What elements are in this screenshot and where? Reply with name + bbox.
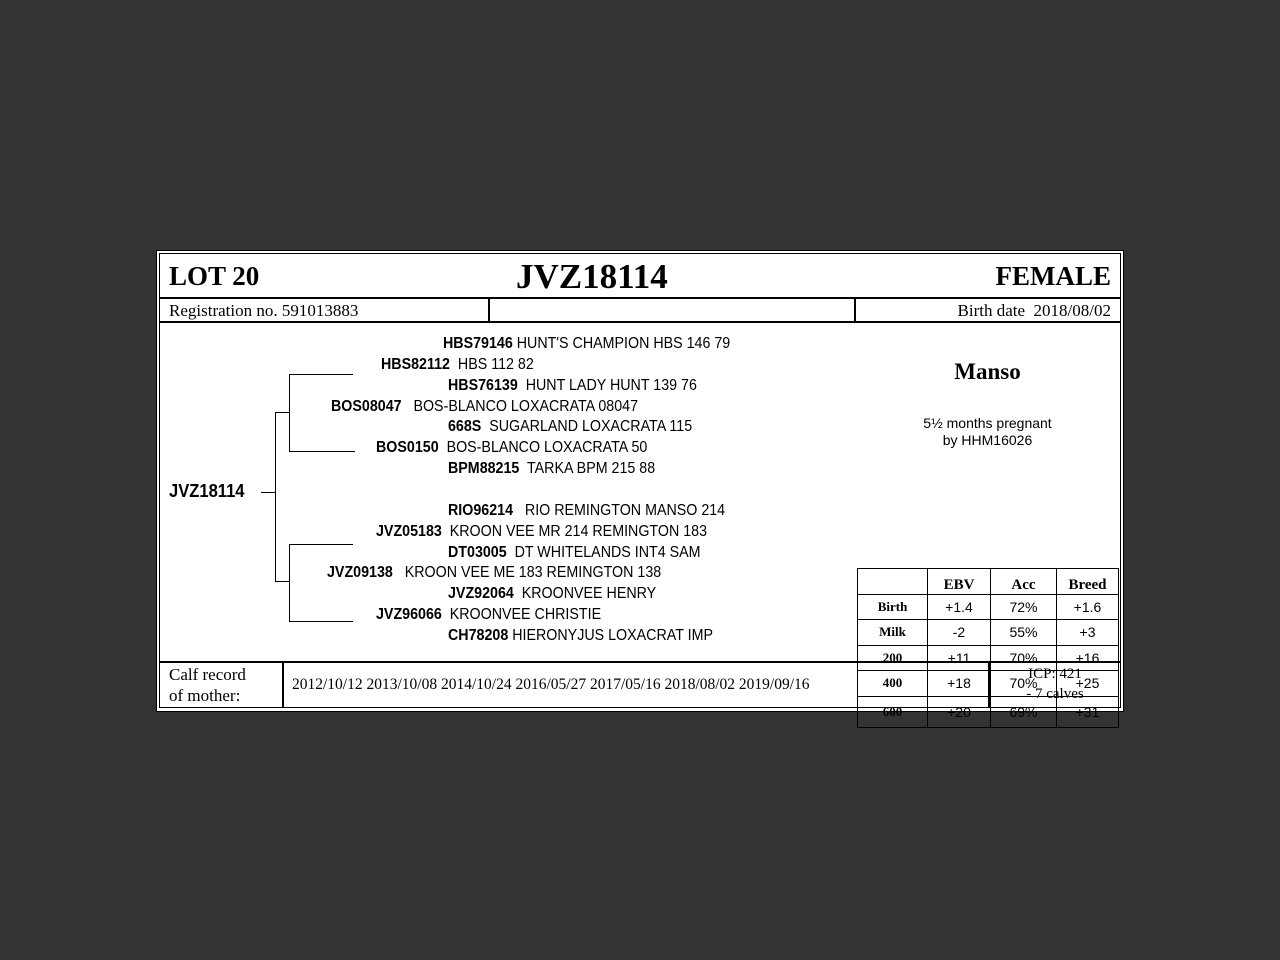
ebv-breed-average: +25 — [1057, 671, 1119, 697]
calf-record-label-line2: of mother: — [169, 686, 241, 705]
ebv-value: +18 — [928, 671, 991, 697]
ebv-header-row — [858, 569, 1119, 595]
icp-box — [989, 662, 1121, 708]
pregnancy-status: 5½ months pregnant — [923, 415, 1052, 431]
calf-record-label-box — [159, 662, 283, 708]
ebv-header-ebv: EBV — [928, 569, 991, 595]
ebv-trait: 400 — [858, 671, 928, 697]
ebv-value: +20 — [928, 696, 991, 727]
lot-card — [156, 250, 1124, 720]
lot-number: LOT 20 — [169, 261, 260, 291]
calves-count: - 7 calves — [1026, 686, 1084, 702]
tree-vertical-main — [275, 412, 276, 582]
calf-record-dates: 2012/10/12 2013/10/08 2014/10/24 2016/05/27 2017/05/16 2018/08/02 2019/09/16 — [292, 676, 810, 693]
calf-record-label-line1: Calf record — [169, 665, 246, 684]
registration-text — [169, 301, 358, 321]
sire-branch-vertical — [289, 374, 290, 452]
pedigree-sire-dam-sire: 668S SUGARLAND LOXACRATA 115 — [448, 418, 693, 435]
dam-sire-connector — [289, 544, 353, 545]
ebv-value: +11 — [928, 645, 991, 671]
ebv-accuracy: 70% — [991, 645, 1057, 671]
dam-connector — [275, 581, 289, 582]
ebv-breed-average: +1.6 — [1057, 594, 1119, 620]
sire-connector — [275, 412, 289, 413]
pedigree-sire-dam-dam: BPM88215 TARKA BPM 215 88 — [448, 460, 656, 477]
ebv-row — [858, 594, 1119, 620]
dam-branch-vertical — [289, 544, 290, 622]
birth-date-value: 2018/08/02 — [1033, 301, 1111, 320]
pregnancy-sire: by HHM16026 — [942, 432, 1033, 448]
ebv-header-acc: Acc — [991, 569, 1057, 595]
info-middle-box — [489, 298, 855, 322]
ebv-breed-average: +3 — [1057, 620, 1119, 646]
registration-number: 591013883 — [281, 301, 359, 320]
ebv-accuracy: 69% — [991, 696, 1057, 727]
ebv-header-blank — [858, 569, 928, 595]
calf-record-dates-box — [283, 662, 989, 708]
ebv-trait: Birth — [858, 594, 928, 620]
pedigree-dam-sire-sire: RIO96214 RIO REMINGTON MANSO 214 — [448, 502, 726, 519]
ebv-accuracy: 55% — [991, 620, 1057, 646]
dam-dam-connector — [289, 621, 353, 622]
registration-label: Registration no. — [169, 301, 278, 320]
pedigree-dam-sire: JVZ05183 KROON VEE MR 214 REMINGTON 183 — [376, 523, 708, 540]
birth-date-box — [855, 298, 1121, 322]
ebv-accuracy: 72% — [991, 594, 1057, 620]
sire-of-pregnancy-name: Manso — [954, 359, 1021, 384]
ebv-breed-average: +16 — [1057, 645, 1119, 671]
ebv-value: +1.4 — [928, 594, 991, 620]
ebv-header-breed: Breed — [1057, 569, 1119, 595]
pedigree-dam-dam-sire: JVZ92064 KROONVEE HENRY — [448, 585, 657, 602]
pedigree-sire-sire: HBS82112 HBS 112 82 — [381, 356, 534, 373]
registration-box — [159, 298, 489, 322]
ebv-breed-average: +31 — [1057, 696, 1119, 727]
ebv-value: -2 — [928, 620, 991, 646]
birth-date-text — [958, 301, 1111, 321]
pedigree-dam-dam-dam: CH78208 HIERONYJUS LOXACRAT IMP — [448, 627, 713, 644]
ebv-trait: 200 — [858, 645, 928, 671]
ebv-row — [858, 620, 1119, 646]
sire-dam-connector — [289, 451, 355, 452]
ebv-trait: 600 — [858, 696, 928, 727]
pedigree-dam: JVZ09138 KROON VEE ME 183 REMINGTON 138 — [327, 564, 662, 581]
sex-label: FEMALE — [995, 261, 1111, 291]
pedigree-sire: BOS08047 BOS-BLANCO LOXACRATA 08047 — [331, 398, 639, 415]
sire-sire-connector — [289, 374, 353, 375]
birth-date-label: Birth date — [957, 301, 1026, 320]
ebv-accuracy: 70% — [991, 671, 1057, 697]
pedigree-subject: JVZ18114 — [169, 481, 245, 501]
pedigree-sire-sire-dam: HBS76139 HUNT LADY HUNT 139 76 — [448, 377, 697, 394]
pedigree-sire-sire-sire: HBS79146 HUNT'S CHAMPION HBS 146 79 — [443, 335, 731, 352]
pedigree-sire-dam: BOS0150 BOS-BLANCO LOXACRATA 50 — [376, 439, 648, 456]
animal-id-title: JVZ18114 — [516, 257, 668, 296]
ebv-trait: Milk — [858, 620, 928, 646]
icp-value: ICP: 421 — [1028, 666, 1082, 682]
subject-connector — [261, 492, 275, 493]
header-box — [159, 253, 1121, 298]
pedigree-dam-sire-dam: DT03005 DT WHITELANDS INT4 SAM — [448, 544, 701, 561]
pedigree-dam-dam: JVZ96066 KROONVEE CHRISTIE — [376, 606, 602, 623]
